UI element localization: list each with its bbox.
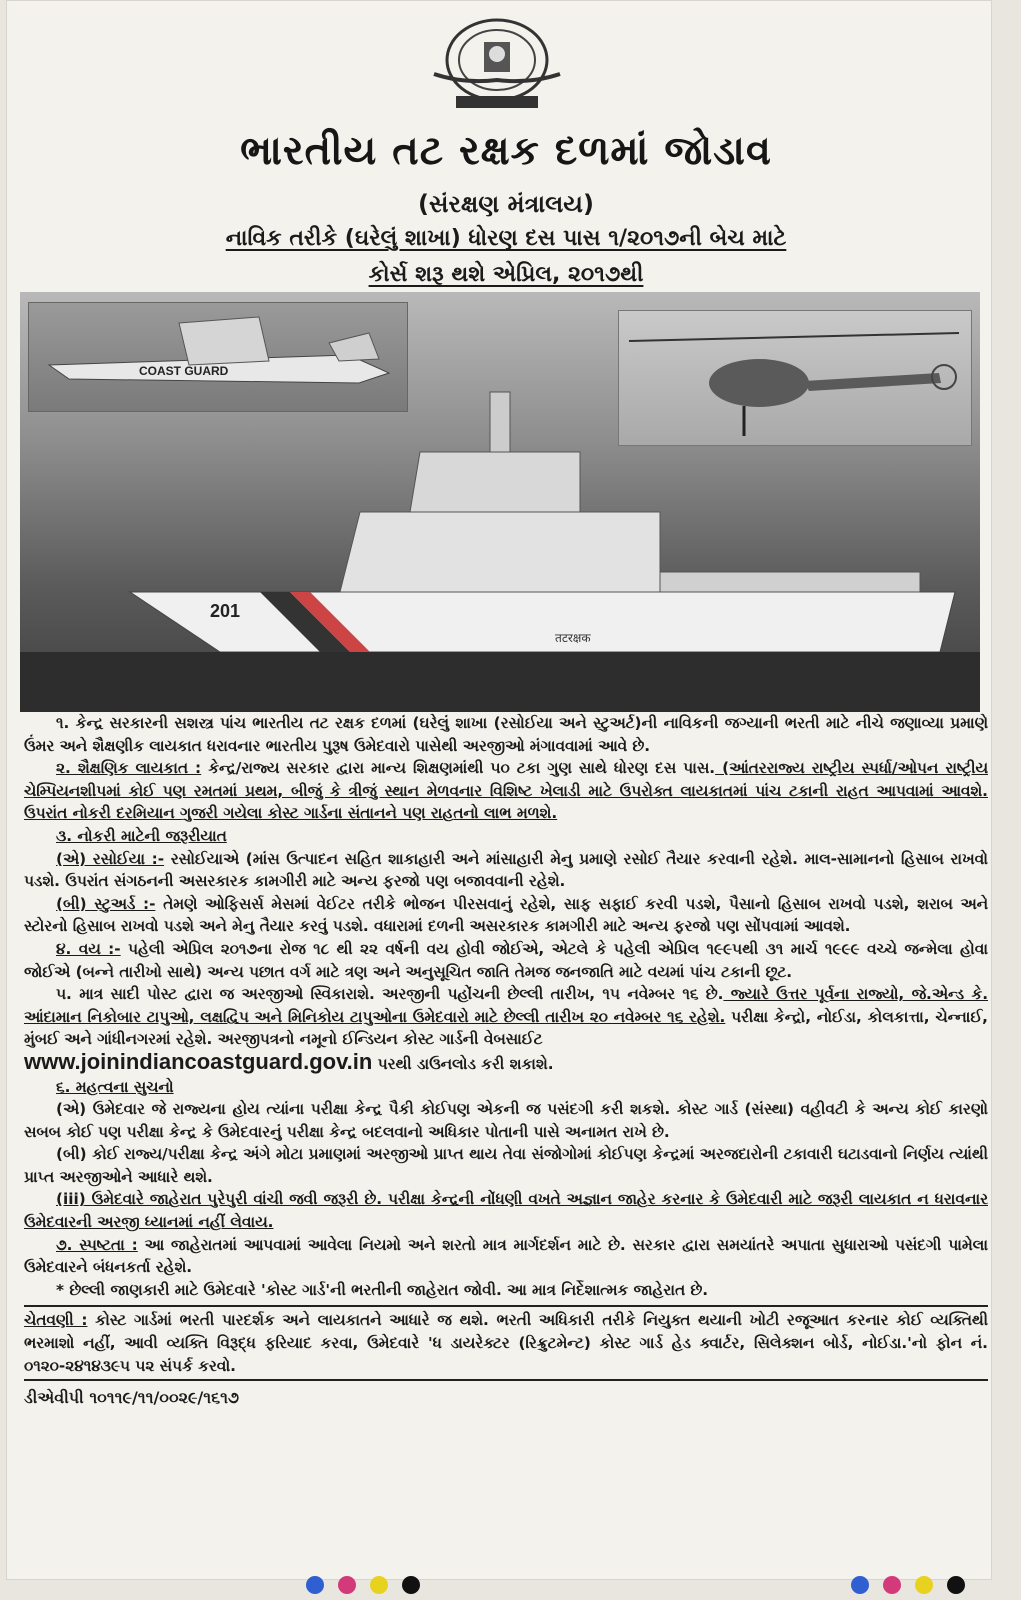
ship-name: तटरक्षक: [555, 631, 591, 645]
coast-guard-emblem: [424, 14, 570, 114]
footnote: * છેલ્લી જાણકારી માટે ઉમેદવારે 'કોસ્ટ ગાર્ડ'ની ભરતીની જાહેરાત જોવી. આ માત્ર નિર્દેશાત્મક જાહેરાત છે.: [56, 1280, 709, 1299]
website-link[interactable]: www.joinindiancoastguard.gov.in: [24, 1048, 373, 1074]
coast-guard-photo: [20, 292, 980, 712]
paragraph-2: ૨. શૈક્ષણિક લાયકાત : કેન્દ્ર/રાજ્ય સરકાર દ્વારા માન્ય શિક્ષણમાંથી ૫૦ ટકા ગુણ સાથે ધોરણ દસ પાસ. (આંતરરાજ્ય રાષ્ટ્રીય સ્પર્ધા/ઓપન રાષ્ટ્રીય ચેમ્પિયનશીપમાં કોઈ પણ રમતમાં પ્રથમ, બીજું કે ત્રીજું સ્થાન મેળવનાર વિશિષ્ટ ખેલાડી માટે ઉપરોક્ત લાયકાતમાં પાંચ ટકાની રાહત આપવામાં આવશે. ઉપરાંત નોકરી દરમિયાન ગુજરી ગયેલા કોસ્ટ ગાર્ડના સંતાનને પણ રાહતનો લાભ મળશે.: [24, 759, 988, 823]
advertisement-body: [24, 712, 988, 1410]
paragraph-4: ૪. વય :- પહેલી એપ્રિલ ૨૦૧૭ના રોજ ૧૮ થી ૨૨ વર્ષની વય હોવી જોઈએ, એટલે કે પહેલી એપ્રિલ ૧૯૯૫થી ૩૧ માર્ચ ૧૯૯૯ વચ્ચે જન્મેલા હોવા જોઈએ (બન્ને તારીખો સાથે) અન્ય પછાત વર્ગ માટે ત્રણ અને અનુસૂચિત જાતિ તેમજ જનજાતિ માટે વયમાં પાંચ ટકાની છૂટ.: [24, 939, 988, 981]
paragraph-6c: (iii) ઉમેદવારે જાહેરાત પુરેપુરી વાંચી જવી જરૂરી છે. પરીક્ષા કેન્દ્રની નોંધણી વખતે અજ્ઞાન જાહેર કરનાર કે ઉમેદવારી માટે જરૂરી લાયકાત ન ધરાવનાર ઉમેદવારની અરજી ધ્યાનમાં નહીં લેવાય.: [24, 1190, 988, 1232]
paragraph-6-label: ૬. મહત્વના સુચનો: [56, 1077, 174, 1096]
print-registration-dots-left: [306, 1576, 434, 1596]
paragraph-3b: (બી) સ્ટુઅર્ડ :- તેમણે ઓફિસર્સ મેસમાં વેઈટર તરીકે ભોજન પીરસવાનું રહેશે, સાફ સફાઈ કરવી પડશે, પૈસાનો હિસાબ રાખવો પડશે, શરાબ અને સ્ટોરનો હિસાબ રાખવો પડશે અને મેનુ તૈયાર કરવું પડશે. વધારામાં દળની અસરકારક કામગીરી માટે અન્ય ફરજો પણ સોંપવામાં આવશે.: [24, 894, 988, 936]
paragraph-6b: (બી) કોઈ રાજ્ય/પરીક્ષા કેન્દ્ર અંગે મોટા પ્રમાણમાં અરજીઓ પ્રાપ્ત થાય તેવા સંજોગોમાં કોઈપણ કેન્દ્રમાં અરજદારોની ટકાવારી ઘટાડવાનો નિર્ણય ત્યાંથી પ્રાપ્ત અરજીઓને આધારે થશે.: [24, 1145, 988, 1186]
paragraph-5: ૫. માત્ર સાદી પોસ્ટ દ્વારા જ અરજીઓ સ્વિકારાશે. અરજીની પહોંચની છેલ્લી તારીખ, ૧૫ નવેમ્બર ૧૬ છે. જ્યારે ઉત્તર પૂર્વના રાજ્યો, જે.એન્ડ કે. આંદામાન નિકોબાર ટાપુઓ, લક્ષદ્વિપ અને મિનિકોય ટાપુઓના ઉમેદવારો માટે છેલ્લી તારીખ ૨૦ નવેમ્બર ૧૬ રહેશે. પરીક્ષા કેન્દ્રો, નોઈડા, કોલકાત્તા, ચેન્નાઈ, મુંબઈ અને ગાંધીનગરમાં રહેશે. અરજીપત્રનો નમૂનો ઈન્ડિયન કોસ્ટ ગાર્ડની વેબસાઈટ www.joinindiancoastguard.gov.in પરથી ડાઉનલોડ કરી શકાશે.: [24, 985, 989, 1074]
qualification-label: ૨. શૈક્ષણિક લાયકાત :: [56, 759, 202, 778]
paragraph-6a: (એ) ઉમેદવાર જે રાજ્યના હોય ત્યાંના પરીક્ષા કેન્દ્ર પૈકી કોઈપણ એકની જ પસંદગી કરી શકશે. કોસ્ટ ગાર્ડ (સંસ્થા) વહીવટી કે અન્ય કોઈ કારણો સબબ કોઈ પણ પરીક્ષા કેન્દ્ર કે ઉમેદવારનું પરીક્ષા કેન્દ્ર બદલવાનો અધિકાર પોતાની પાસે અનામત રાખે છે.: [24, 1100, 988, 1141]
warning-label: ચેતવણી :: [24, 1311, 88, 1330]
davp-code: ડીએવીપી ૧૦૧૧૯/૧૧/૦૦૨૯/૧૬૧૭: [24, 1388, 240, 1408]
print-registration-dots-right: [851, 1576, 979, 1596]
page-title: ભારતીય તટ રક્ષક દળમાં જોડાવ: [240, 128, 772, 174]
batch-headline: નાવિક તરીકે (ઘરેલું શાખા) ધોરણ દસ પાસ ૧/૨૦૧૭ની બેચ માટે: [225, 226, 787, 251]
aircraft-label: COAST GUARD: [139, 364, 229, 378]
newspaper-page: [6, 0, 992, 1580]
ship-illustration: [20, 292, 980, 712]
warning-box: ચેતવણી : કોસ્ટ ગાર્ડમાં ભરતી પારદર્શક અને લાયકાતને આધારે જ થશે. ભરતી અધિકારી તરીકે નિયુક્ત થયાની ખોટી રજૂઆત કરનાર કોઈ વ્યક્તિથી ભરમાશો નહીં, આવી વ્યક્તિ વિરૂદ્ધ ફરિયાદ કરવા, ઉમેદવારે 'ધ ડાયરેક્ટર (રિક્રુટમેન્ટ) કોસ્ટ ગાર્ડ હેડ ક્વાર્ટર, સિલેક્શન બોર્ડ, નોઈડા.'નો ફોન નં. ૦૧૨૦-૨૪૧૪૩૯૫ ૫૨ સંપર્ક કરવો.: [24, 1305, 988, 1381]
paragraph-3a: (એ) રસોઈયા :- રસોઈયાએ (માંસ ઉત્પાદન સહિત શાકાહારી અને માંસાહારી મેનુ પ્રમાણે રસોઈ તૈયાર કરવાની રહેશે. માલ-સામાનનો હિસાબ રાખવો પડશે. ઉપરાંત સંગઠનની અસરકારક કામગીરી માટે અન્ય ફરજો પણ બજાવવાની રહેશે.: [24, 849, 988, 891]
paragraph-1: ૧. કેન્દ્ર સરકારની સશસ્ત્ર પાંચ ભારતીય તટ રક્ષક દળમાં (ઘરેલું શાખા (રસોઈયા અને સ્ટુઅર્ટ)ની નાવિકની જગ્યાની ભરતી માટે નીચે જણાવ્યા પ્રમાણે ઉંમર અને શૈક્ષણીક લાયકાત ધરાવનાર ભારતીય પુરૂષ ઉમેદવારો પાસેથી અરજીઓ મંગાવવામાં આવે છે.: [24, 714, 988, 755]
paragraph-3-label: ૩. નોકરી માટેની જરૂરીયાત: [56, 826, 227, 845]
course-start-headline: કોર્સ શરૂ થશે એપ્રિલ, ૨૦૧૭થી: [368, 262, 644, 287]
ship-number: 201: [210, 601, 241, 621]
paragraph-7: ૭. સ્પષ્ટતા : આ જાહેરાતમાં આપવામાં આવેલા નિયમો અને શરતો માત્ર માર્ગદર્શન માટે છે. સરકાર દ્વારા સમયાંતરે અપાતા સુધારાઓ પસંદગી પામેલા ઉમેદવારને બંધનકર્તા રહેશે.: [24, 1235, 988, 1277]
ministry-subtitle: (સંરક્ષણ મંત્રાલય): [418, 190, 594, 218]
